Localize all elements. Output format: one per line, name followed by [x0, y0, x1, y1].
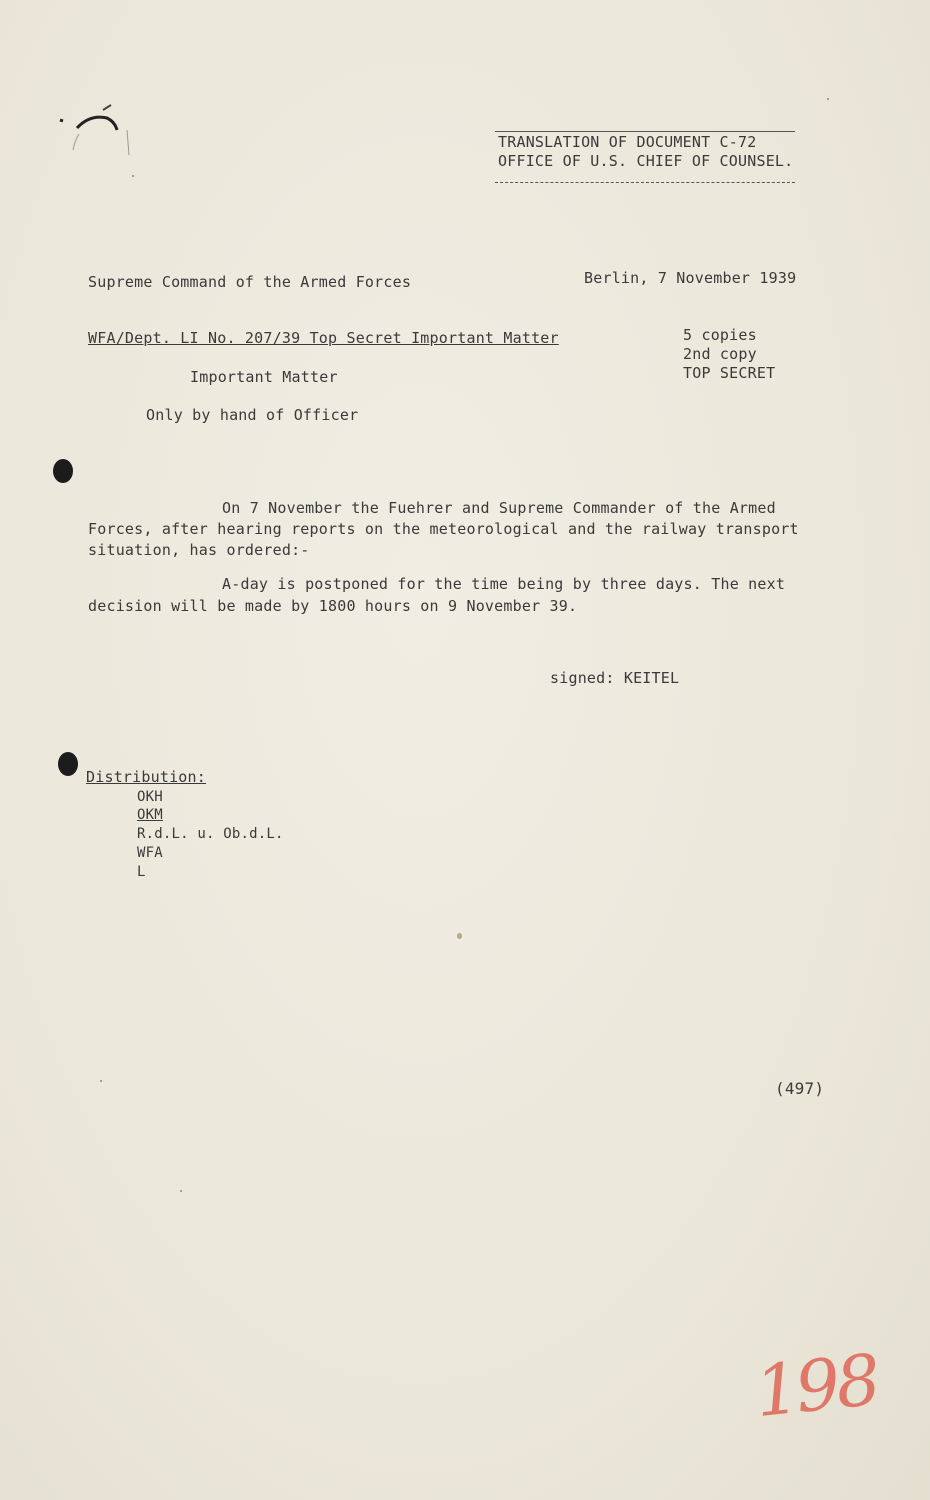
body-para1-line2: Forces, after hearing reports on the meteorological and the railway transport — [88, 520, 799, 538]
punch-hole — [53, 459, 73, 483]
header-line-2: OFFICE OF U.S. CHIEF OF COUNSEL. — [498, 152, 794, 170]
body-para2-line2: decision will be made by 1800 hours on 9 November 39. — [88, 597, 578, 615]
body-para1-line3: situation, has ordered:- — [88, 541, 310, 559]
handwritten-page-number: 198 — [751, 1338, 881, 1434]
body-para2-line1: A-day is postponed for the time being by three days. The next — [222, 575, 786, 593]
body-para1-line1: On 7 November the Fuehrer and Supreme Commander of the Armed — [222, 499, 776, 517]
handling-note: Only by hand of Officer — [146, 406, 359, 424]
page-number: (497) — [775, 1079, 825, 1098]
paper-speck — [132, 175, 134, 177]
punch-hole — [58, 752, 78, 776]
copies-line-3: TOP SECRET — [683, 364, 776, 382]
distribution-item: OKH — [137, 789, 163, 805]
sender: Supreme Command of the Armed Forces — [88, 273, 412, 291]
distribution-label: Distribution: — [86, 768, 206, 786]
paper-speck — [100, 1080, 102, 1082]
signature: signed: KEITEL — [550, 669, 680, 687]
reference-line: WFA/Dept. LI No. 207/39 Top Secret Important Matter — [88, 329, 559, 347]
copies-line-1: 5 copies — [683, 326, 757, 344]
paper-speck — [457, 933, 462, 939]
distribution-item: WFA — [137, 845, 163, 861]
date-line: Berlin, 7 November 1939 — [584, 269, 797, 287]
copies-line-2: 2nd copy — [683, 345, 757, 363]
classification: Important Matter — [190, 368, 338, 386]
distribution-item: OKM — [137, 807, 163, 823]
header-top-rule — [495, 131, 795, 132]
paper-speck — [827, 98, 829, 100]
scribble-mark — [55, 100, 145, 180]
distribution-item: R.d.L. u. Ob.d.L. — [137, 826, 284, 842]
header-bottom-rule — [495, 182, 795, 183]
header-line-1: TRANSLATION OF DOCUMENT C-72 — [498, 133, 757, 151]
distribution-item: L — [137, 864, 146, 880]
paper-speck — [180, 1190, 182, 1192]
